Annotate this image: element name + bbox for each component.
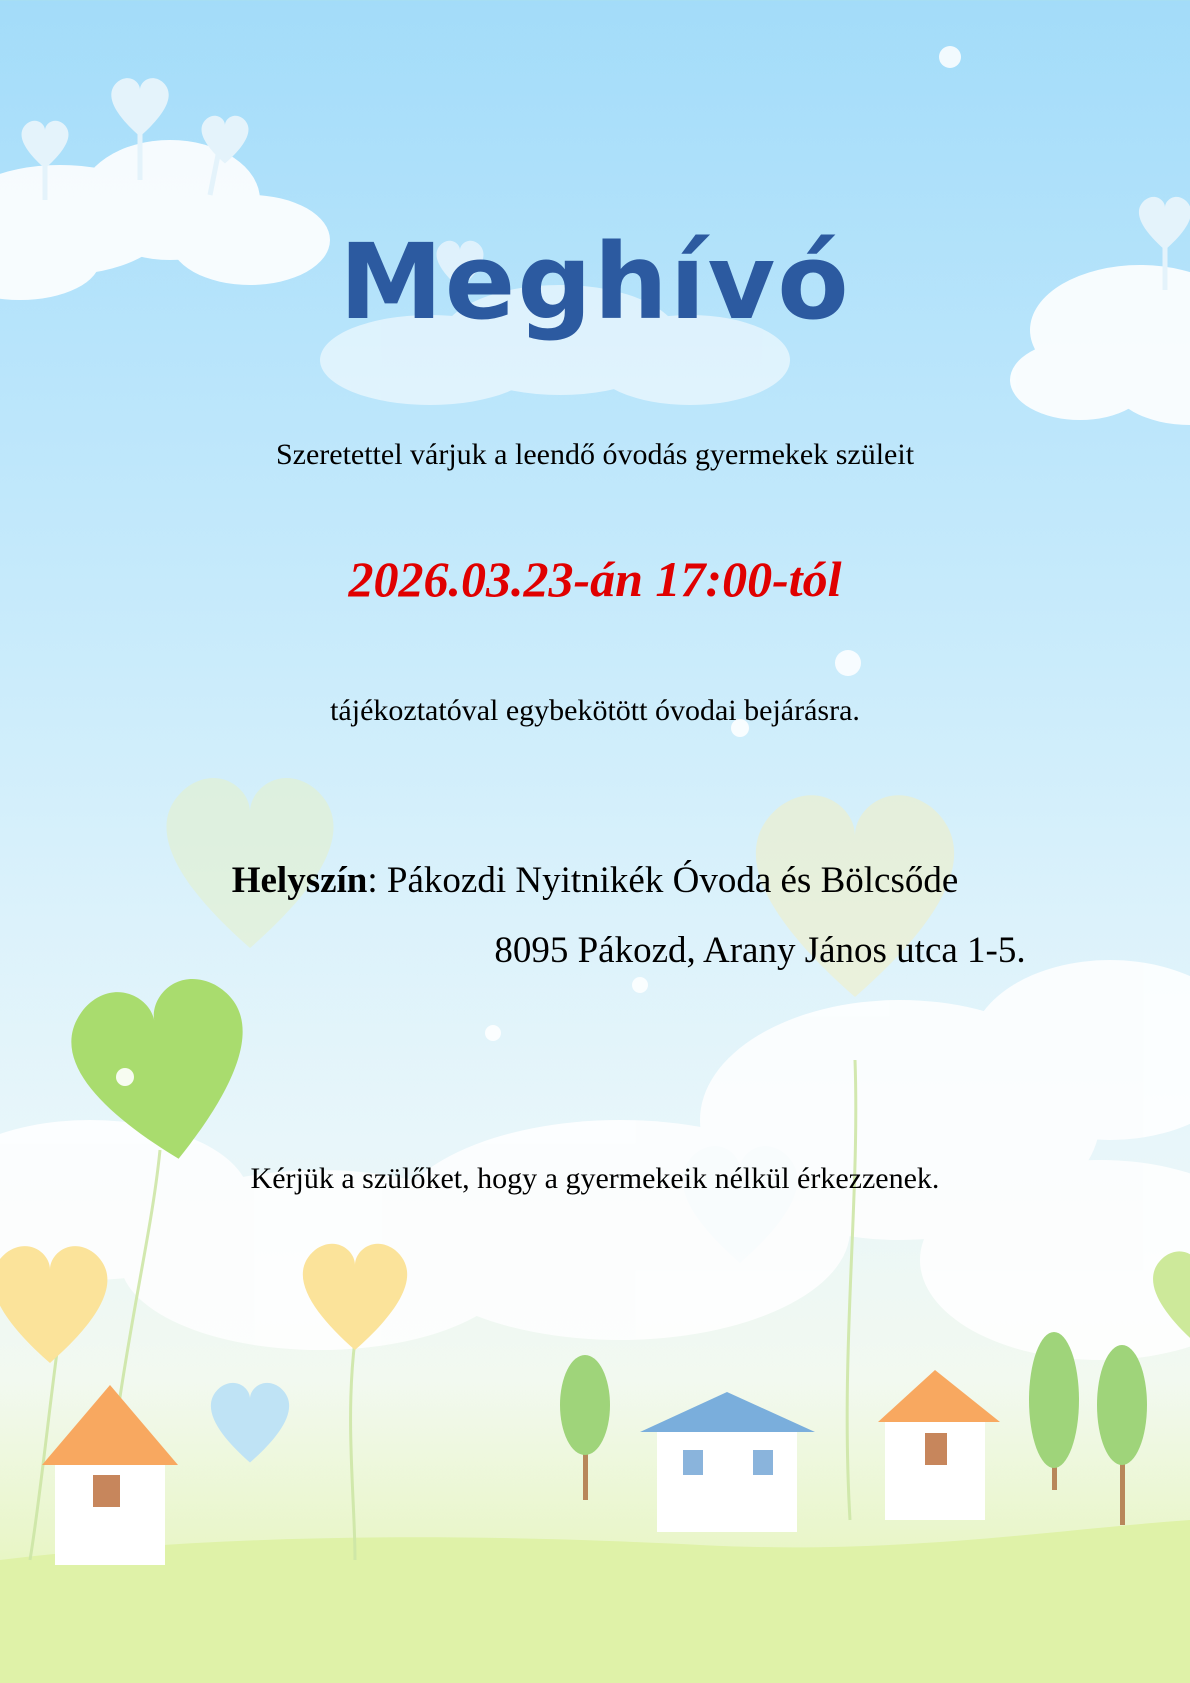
location-address: 8095 Pákozd, Arany János utca 1-5. — [494, 930, 1026, 971]
event-description: tájékoztatóval egybekötött óvodai bejárásra. — [330, 694, 860, 727]
location-label: Helyszín — [231, 860, 368, 901]
invitation-title: Meghívó — [339, 221, 851, 343]
location-line — [0, 862, 1190, 899]
event-datetime: 2026.03.23-án 17:00-tól — [348, 551, 842, 607]
location-name: Pákozdi Nyitnikék Óvoda és Bölcsőde — [377, 860, 959, 901]
location-separator: : — [367, 860, 378, 901]
parent-note: Kérjük a szülőket, hogy a gyermekeik nélkül érkezzenek. — [250, 1162, 940, 1195]
intro-text: Szeretettel várjuk a leendő óvodás gyermekek szüleit — [275, 438, 915, 471]
